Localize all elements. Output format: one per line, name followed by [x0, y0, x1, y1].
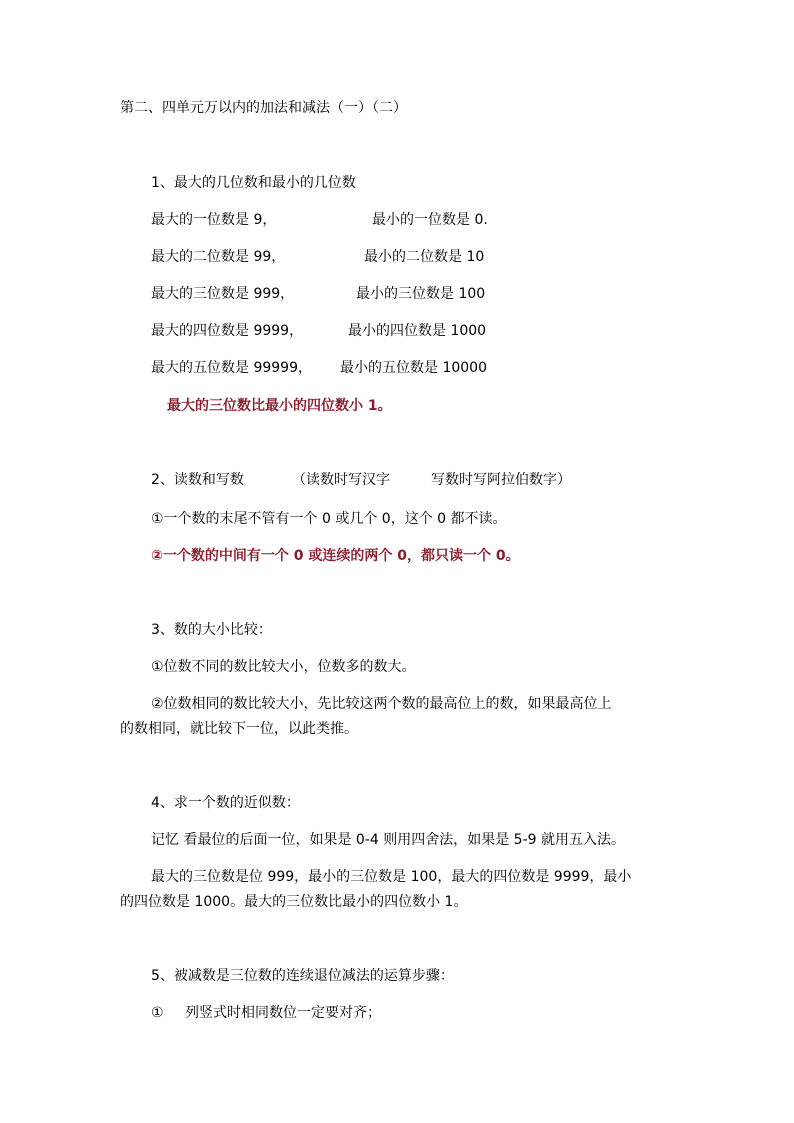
min-one-digit: 最小的一位数是 0.	[372, 212, 488, 228]
section3-item1: ①位数不同的数比较大小，位数多的数大。	[151, 659, 416, 675]
section3-heading: 3、数的大小比较：	[151, 622, 272, 638]
section2-note-read: （读数时写汉字	[292, 472, 390, 488]
section4-item1: 记忆 看最位的后面一位，如果是 0-4 则用四舍法，如果是 5-9 就用五入法。	[151, 832, 625, 848]
section1-highlight: 最大的三位数比最小的四位数小 1。	[167, 398, 392, 414]
max-three-digit: 最大的三位数是 999，	[151, 286, 295, 302]
max-two-digit: 最大的二位数是 99，	[151, 249, 286, 265]
section4-item2-line1: 最大的三位数是位 999，最小的三位数是 100，最大的四位数是 9999，最小	[151, 869, 632, 885]
section3-item2-line1: ②位数相同的数比较大小，先比较这两个数的最高位上的数，如果最高位上	[151, 696, 612, 712]
section4-item2-line2: 的四位数是 1000。最大的三位数比最小的四位数小 1。	[120, 894, 468, 910]
max-four-digit: 最大的四位数是 9999，	[151, 323, 304, 339]
section3-item2-line2: 的数相同，就比较下一位，以此类推。	[120, 721, 358, 737]
min-five-digit: 最小的五位数是 10000	[340, 360, 487, 376]
min-four-digit: 最小的四位数是 1000	[348, 323, 487, 339]
section4-heading: 4、求一个数的近似数：	[151, 795, 300, 811]
min-three-digit: 最小的三位数是 100	[356, 286, 486, 302]
min-two-digit: 最小的二位数是 10	[364, 249, 485, 265]
section5-heading: 5、被减数是三位数的连续退位减法的运算步骤：	[151, 968, 454, 984]
page-title: 第二、四单元万以内的加法和减法（一）（二）	[120, 100, 407, 116]
section2-item2: ②一个数的中间有一个 0 或连续的两个 0，都只读一个 0。	[151, 548, 520, 564]
max-five-digit: 最大的五位数是 99999，	[151, 360, 312, 376]
section5-item1-mark: ①	[151, 1005, 164, 1021]
section2-note-write: 写数时写阿拉伯数字）	[431, 472, 571, 488]
section2-item1: ①一个数的末尾不管有一个 0 或几个 0，这个 0 都不读。	[151, 511, 507, 527]
max-one-digit: 最大的一位数是 9，	[151, 212, 277, 228]
section2-heading: 2、读数和写数	[151, 472, 244, 488]
section5-item1-text: 列竖式时相同数位一定要对齐；	[185, 1005, 381, 1021]
section1-heading: 1、最大的几位数和最小的几位数	[151, 175, 356, 191]
